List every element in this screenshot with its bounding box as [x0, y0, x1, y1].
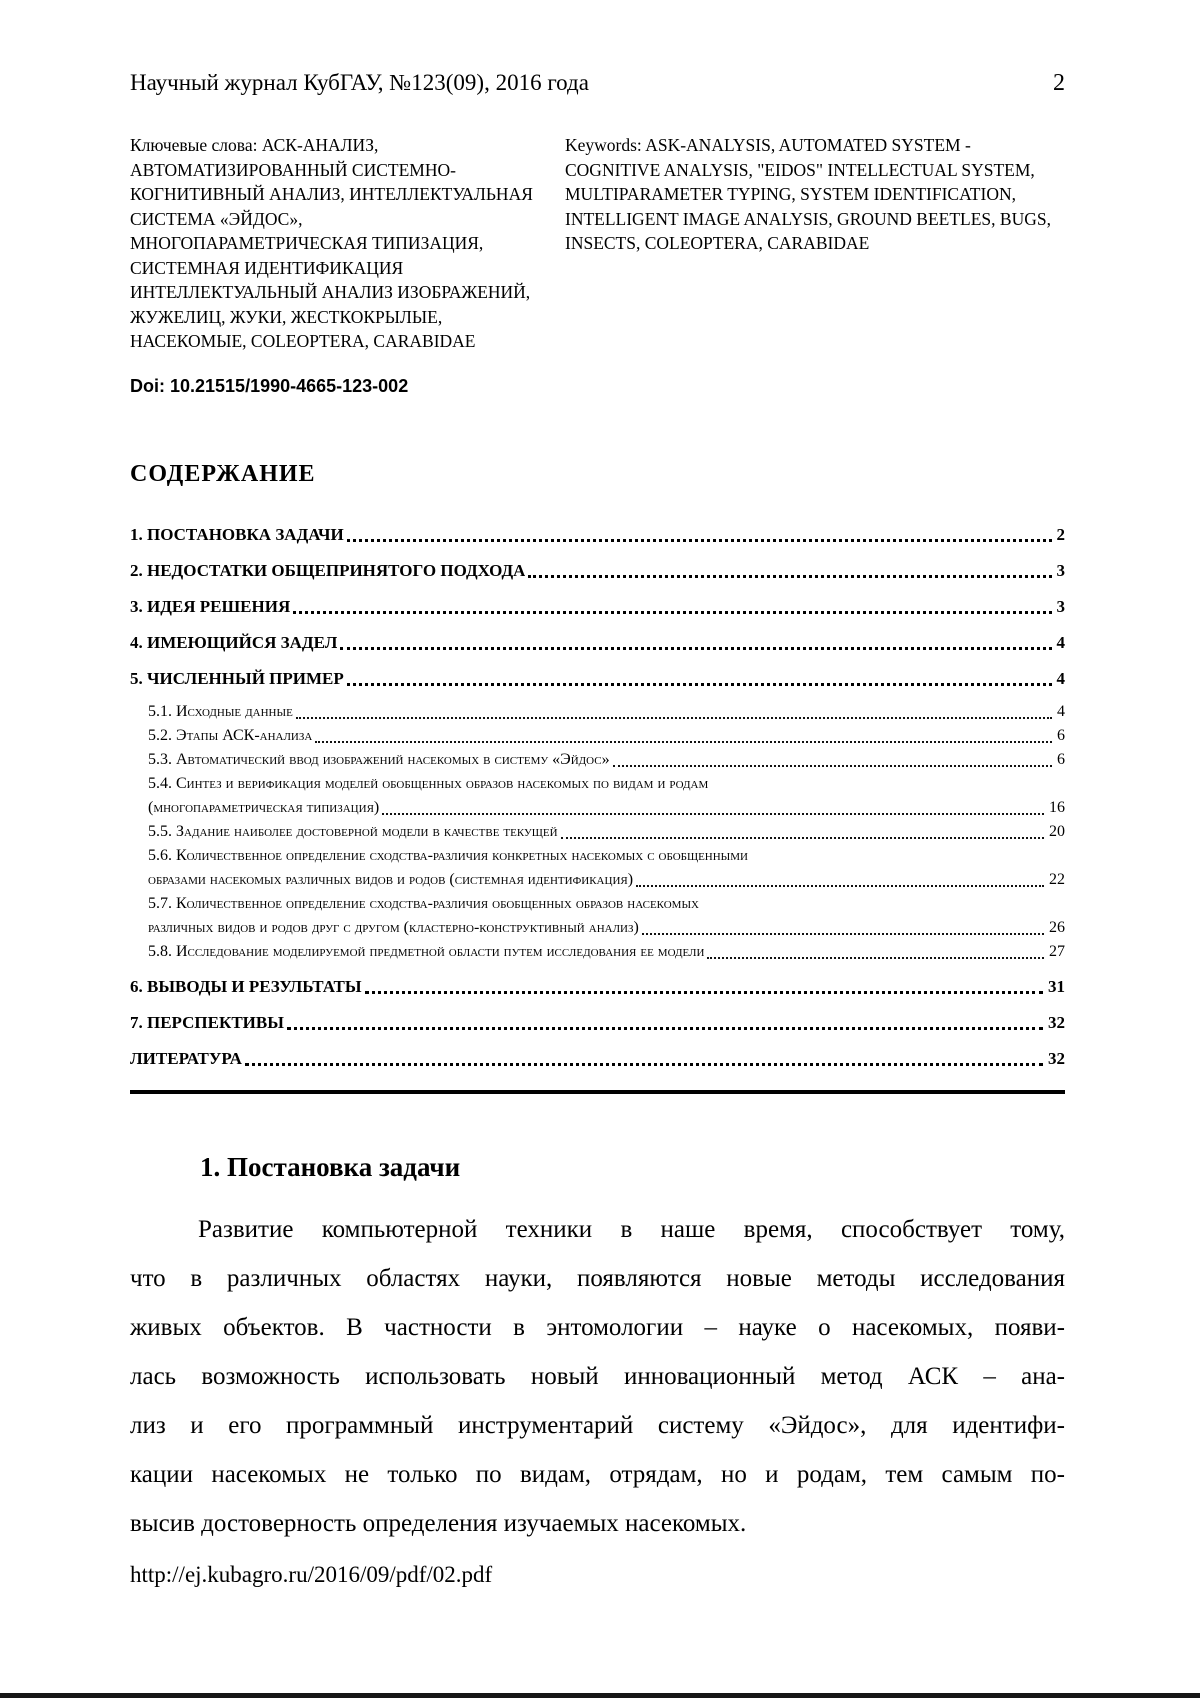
toc-entry-label: образами насекомых различных видов и родов (системная идентификация)	[148, 870, 634, 888]
dot-leader	[315, 741, 1052, 743]
doi-line: Doi: 10.21515/1990-4665-123-002	[130, 375, 409, 396]
keywords-block	[130, 133, 1065, 354]
keywords-english: Keywords: ASK-ANALYSIS, AUTOMATED SYSTEM - COGNITIVE ANALYSIS, "EIDOS" INTELLECTUAL SYSTEM, MULTIPARAMETER TYPING, SYSTEM IDENTIFICATION, INTELLIGENT IMAGE ANALYSIS, GROUND BEETLES, BUGS, INSECTS, COLEOPTERA, CARABIDAE	[565, 135, 1051, 253]
dot-leader	[613, 765, 1052, 767]
paragraph-line: Развитие компьютерной техники в наше время, способствует тому,	[198, 1215, 1065, 1243]
toc-entry-label: 1. ПОСТАНОВКА ЗАДАЧИ	[130, 524, 344, 544]
toc-entry-label: 5.8. Исследование моделируемой предметной области путем исследования ее модели	[148, 942, 705, 960]
toc-entry-label: 5.4. Синтез и верификация моделей обобщенных образов насекомых по видам и родам	[148, 774, 709, 792]
paragraph-line: высив достоверность определения изучаемых насекомых.	[130, 1509, 747, 1537]
toc-page-number: 31	[1048, 976, 1065, 996]
dot-leader	[296, 717, 1052, 719]
toc-entry[interactable]	[130, 1012, 1065, 1034]
toc-entry[interactable]	[130, 596, 1065, 618]
paragraph-line: лиз и его программный инструментарий систему «Эйдос», для идентифи-	[130, 1411, 1065, 1439]
toc-page-number: 6	[1057, 750, 1065, 768]
dot-leader	[293, 611, 1051, 614]
toc-entry[interactable]	[130, 846, 1065, 866]
toc-entry[interactable]	[130, 822, 1065, 842]
toc-entry-label: 5.2. Этапы АСК-анализа	[148, 726, 313, 744]
toc-entry[interactable]	[130, 524, 1065, 546]
toc-entry-label: 5.1. Исходные данные	[148, 702, 293, 720]
dot-leader	[636, 885, 1044, 887]
toc-entry[interactable]	[130, 894, 1065, 914]
toc-entry-label: 5.5. Задание наиболее достоверной модели в качестве текущей	[148, 822, 558, 840]
toc-entry[interactable]	[130, 632, 1065, 654]
toc-entry[interactable]	[130, 726, 1065, 746]
body-paragraph	[130, 1205, 1065, 1548]
toc-page-number: 4	[1056, 632, 1065, 652]
paragraph-line: что в различных областях науки, появляются новые методы исследования	[130, 1264, 1065, 1292]
page-header	[130, 70, 1065, 97]
toc-entry-label: 5.6. Количественное определение сходства-различия конкретных насекомых с обобщенными	[148, 846, 748, 864]
toc-page-number: 3	[1056, 596, 1065, 616]
footer-url[interactable]: http://ej.kubagro.ru/2016/09/pdf/02.pdf	[130, 1561, 493, 1587]
page-edge-bar	[0, 1693, 1200, 1698]
toc-entry[interactable]	[130, 918, 1065, 938]
paragraph-line: кации насекомых не только по видам, отрядам, но и родам, тем самым по-	[130, 1460, 1065, 1488]
dot-leader	[642, 933, 1044, 935]
toc-entry-label: 6. ВЫВОДЫ И РЕЗУЛЬТАТЫ	[130, 976, 362, 996]
toc-entry-label: 3. ИДЕЯ РЕШЕНИЯ	[130, 596, 291, 616]
toc-entry[interactable]	[130, 798, 1065, 818]
toc-entry[interactable]	[130, 702, 1065, 722]
toc-page-number: 2	[1056, 524, 1065, 544]
section-heading: 1. Постановка задачи	[200, 1151, 461, 1182]
toc-entry-label: 4. ИМЕЮЩИЙСЯ ЗАДЕЛ	[130, 632, 338, 652]
toc-entry[interactable]	[130, 1048, 1065, 1070]
toc-entry-label: различных видов и родов друг с другом (кластерно-конструктивный анализ)	[148, 918, 639, 936]
dot-leader	[561, 837, 1044, 839]
toc-entry-label: 7. ПЕРСПЕКТИВЫ	[130, 1012, 284, 1032]
toc-page-number: 32	[1048, 1012, 1065, 1032]
toc-entry-label: ЛИТЕРАТУРА	[130, 1048, 242, 1068]
toc-page-number: 16	[1049, 798, 1065, 816]
toc-entry-label: 5.7. Количественное определение сходства-различия обобщенных образов насекомых	[148, 894, 699, 912]
toc-heading: СОДЕРЖАНИЕ	[130, 460, 316, 487]
toc-page-number: 3	[1056, 560, 1065, 580]
toc-entry[interactable]	[130, 976, 1065, 998]
toc-entry-label: 5. ЧИСЛЕННЫЙ ПРИМЕР	[130, 668, 344, 688]
toc-page-number: 20	[1049, 822, 1065, 840]
toc-page-number: 4	[1056, 668, 1065, 688]
toc-page-number: 26	[1049, 918, 1065, 936]
dot-leader	[528, 575, 1051, 578]
toc-entry-label: (многопараметрическая типизация)	[148, 798, 380, 816]
toc-page-number: 22	[1049, 870, 1065, 888]
paragraph-line: лась возможность использовать новый инновационный метод АСК – ана-	[130, 1362, 1065, 1390]
keywords-russian: Ключевые слова: АСК-АНАЛИЗ, АВТОМАТИЗИРОВАННЫЙ СИСТЕМНО-КОГНИТИВНЫЙ АНАЛИЗ, ИНТЕЛЛЕКТУАЛЬНАЯ СИСТЕМА «ЭЙДОС», МНОГОПАРАМЕТРИЧЕСКАЯ ТИПИЗАЦИЯ, СИСТЕМНАЯ ИДЕНТИФИКАЦИЯ ИНТЕЛЛЕКТУАЛЬНЫЙ АНАЛИЗ ИЗОБРАЖЕНИЙ, ЖУЖЕЛИЦ, ЖУКИ, ЖЕСТКОКРЫЛЫЕ, НАСЕКОМЫЕ, COLEOPTERA, CARABIDAE	[130, 135, 533, 351]
section-divider	[130, 1090, 1065, 1094]
toc-entry[interactable]	[130, 870, 1065, 890]
dot-leader	[365, 991, 1043, 994]
dot-leader	[382, 813, 1044, 815]
dot-leader	[287, 1027, 1043, 1030]
toc-entry-label: 2. НЕДОСТАТКИ ОБЩЕПРИНЯТОГО ПОДХОДА	[130, 560, 526, 580]
journal-title: Научный журнал КубГАУ, №123(09), 2016 года	[130, 70, 589, 95]
toc-entry[interactable]	[130, 560, 1065, 582]
toc-page-number: 27	[1049, 942, 1065, 960]
page-number: 2	[1053, 70, 1065, 96]
paragraph-line: живых объектов. В частности в энтомологии – науке о насекомых, появи-	[130, 1313, 1065, 1341]
toc-entry[interactable]	[130, 774, 1065, 794]
dot-leader	[340, 647, 1051, 650]
toc-page-number: 32	[1048, 1048, 1065, 1068]
toc-entry[interactable]	[130, 942, 1065, 962]
dot-leader	[347, 683, 1052, 686]
toc-entry-label: 5.3. Автоматический ввод изображений насекомых в систему «Эйдос»	[148, 750, 610, 768]
dot-leader	[347, 539, 1052, 542]
dot-leader	[245, 1063, 1043, 1066]
toc-entry[interactable]	[130, 668, 1065, 690]
toc-page-number: 4	[1057, 702, 1065, 720]
toc-page-number: 6	[1057, 726, 1065, 744]
dot-leader	[707, 957, 1044, 959]
toc-list	[130, 524, 1065, 1070]
toc-entry[interactable]	[130, 750, 1065, 770]
